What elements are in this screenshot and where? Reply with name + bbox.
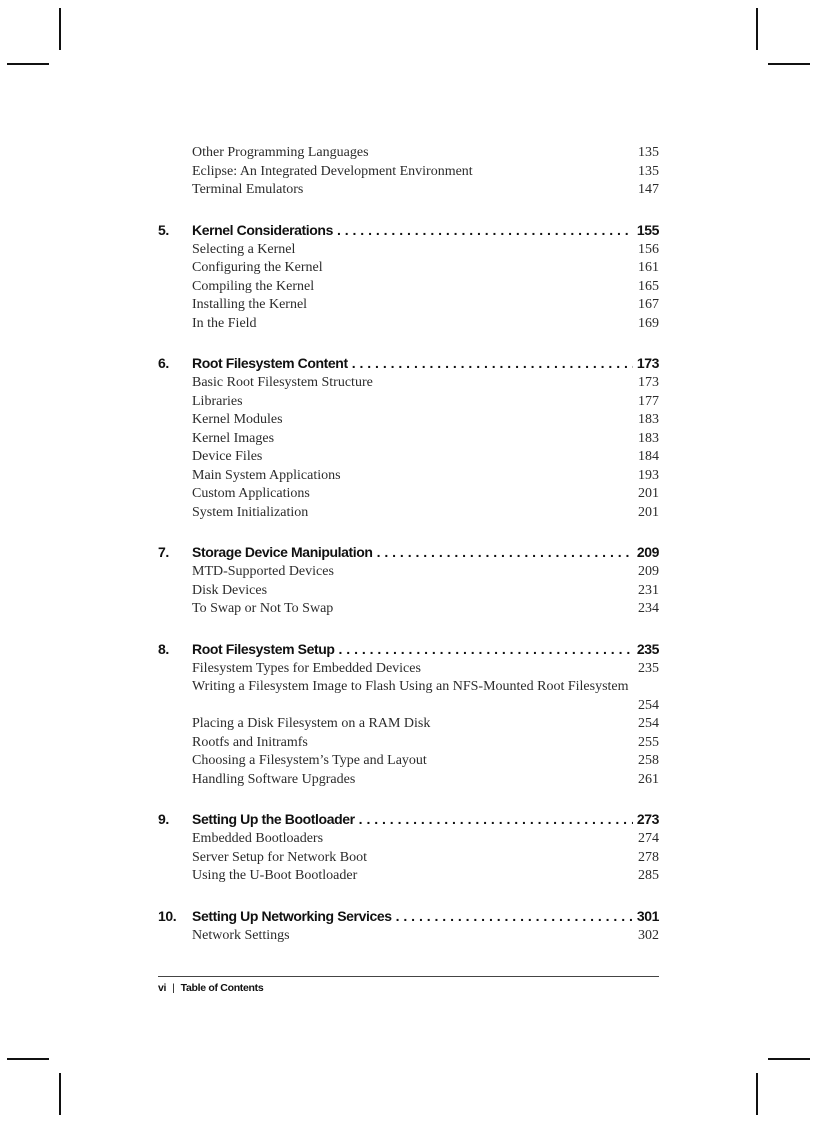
- toc-entry-title: Selecting a Kernel: [192, 241, 296, 257]
- toc-entry[interactable]: [158, 374, 659, 393]
- toc-entry-page: 184: [638, 449, 659, 464]
- toc-entry-page: 169: [638, 315, 659, 331]
- toc-entry[interactable]: [158, 752, 659, 771]
- page-footer: [158, 976, 659, 994]
- crop-mark-bottom-right-vertical: [756, 1073, 758, 1115]
- chapter-number: 6.: [158, 355, 169, 371]
- toc-entry-title: Configuring the Kernel: [192, 260, 323, 275]
- toc-entry[interactable]: [158, 734, 659, 753]
- toc-entry[interactable]: [158, 927, 659, 946]
- toc-entry-title: Filesystem Types for Embedded Devices: [192, 660, 421, 676]
- toc-entry-page: 278: [638, 849, 659, 865]
- toc-entry[interactable]: [158, 393, 659, 412]
- toc-entry[interactable]: [158, 163, 659, 182]
- toc-entry[interactable]: [158, 430, 659, 449]
- chapter: [158, 219, 659, 334]
- toc-entry-page: 274: [638, 831, 659, 846]
- chapter-page: 173: [636, 355, 659, 371]
- footer-section-title: Table of Contents: [180, 982, 264, 994]
- toc-entry-page: 193: [638, 467, 659, 483]
- chapter: [158, 905, 659, 946]
- chapter-number: 9.: [158, 811, 169, 827]
- toc-entry[interactable]: [158, 296, 659, 315]
- toc-entry-page: 177: [638, 393, 659, 409]
- toc-entry[interactable]: [158, 849, 659, 868]
- toc-entry-title: Kernel Images: [192, 430, 275, 446]
- toc-entry[interactable]: [158, 144, 659, 163]
- chapter-page: 273: [636, 811, 659, 827]
- dot-leader: [337, 219, 633, 241]
- toc-entry-page: 201: [638, 504, 659, 520]
- toc-entry[interactable]: [158, 600, 659, 619]
- toc-entry[interactable]: [158, 582, 659, 601]
- toc-entry[interactable]: [158, 563, 659, 582]
- chapter-heading[interactable]: [158, 905, 659, 927]
- chapter-title: Setting Up Networking Services: [192, 907, 392, 924]
- toc-entry-title: Rootfs and Initramfs: [192, 734, 308, 750]
- chapter-page: 155: [636, 221, 659, 238]
- toc-entry-page: 156: [638, 241, 659, 257]
- toc-entry-title: Libraries: [192, 393, 243, 409]
- dot-leader: [359, 808, 633, 830]
- toc-entry-title: Other Programming Languages: [192, 145, 369, 160]
- toc-entry-title: Handling Software Upgrades: [192, 771, 356, 787]
- dot-leader: [339, 638, 633, 660]
- dot-leader: [377, 541, 633, 563]
- toc-entry-title: Using the U-Boot Bootloader: [192, 868, 358, 883]
- toc-entry-title: Eclipse: An Integrated Development Environment: [192, 163, 473, 179]
- toc-entry-title: Disk Devices: [192, 582, 268, 598]
- chapter-list: [158, 219, 659, 946]
- chapter-title: Storage Device Manipulation: [192, 544, 373, 560]
- toc-entry[interactable]: [158, 411, 659, 430]
- chapter: [158, 541, 659, 619]
- chapter-number: 7.: [158, 544, 169, 560]
- toc-entry-page: 254: [638, 716, 659, 731]
- toc-entry-page: 285: [638, 868, 659, 883]
- preceding-entries: [158, 144, 659, 200]
- toc-entry-page: 135: [638, 163, 659, 179]
- chapter-page: 301: [636, 907, 659, 924]
- toc-entry[interactable]: [158, 678, 659, 715]
- toc-entry-page: 173: [638, 375, 659, 390]
- toc-entry-title: Terminal Emulators: [192, 182, 304, 197]
- toc-entry-title: Installing the Kernel: [192, 297, 308, 312]
- toc-entry-page: 234: [638, 601, 659, 616]
- chapter-title: Root Filesystem Setup: [192, 640, 335, 657]
- toc-entry[interactable]: [158, 830, 659, 849]
- toc-entry-title: Basic Root Filesystem Structure: [192, 375, 373, 390]
- toc-entry-page: 261: [638, 771, 659, 787]
- toc-entry-page: 165: [638, 278, 659, 294]
- crop-mark-bottom-left-horizontal: [7, 1058, 49, 1060]
- chapter-number: 10.: [158, 907, 177, 924]
- footer-separator: |: [172, 982, 175, 994]
- toc-entry[interactable]: [158, 660, 659, 679]
- toc-entry-title: Main System Applications: [192, 467, 341, 483]
- crop-mark-top-right-vertical: [756, 8, 758, 50]
- crop-mark-top-right-horizontal: [768, 63, 810, 65]
- toc-entry-title: To Swap or Not To Swap: [192, 601, 334, 616]
- toc-entry-title: Writing a Filesystem Image to Flash Using an NFS-Mounted Root Filesystem: [192, 679, 629, 694]
- chapter-number: 5.: [158, 221, 169, 238]
- chapter-page: 235: [636, 640, 659, 657]
- chapter-number: 8.: [158, 640, 169, 657]
- toc-entry-title: Custom Applications: [192, 486, 310, 501]
- footer-text: [158, 982, 659, 994]
- toc-entry-title: In the Field: [192, 315, 257, 331]
- chapter-heading[interactable]: [158, 808, 659, 830]
- toc-entry-page: 258: [638, 753, 659, 768]
- toc-entry-page: 231: [638, 582, 659, 598]
- toc-entry[interactable]: [158, 278, 659, 297]
- crop-mark-top-left-vertical: [59, 8, 61, 50]
- toc-entry-title: Compiling the Kernel: [192, 278, 315, 294]
- footer-page-number: vi: [158, 982, 167, 994]
- toc-entry[interactable]: [158, 448, 659, 467]
- crop-mark-bottom-right-horizontal: [768, 1058, 810, 1060]
- chapter-page: 209: [636, 544, 659, 560]
- toc-entry-page: 302: [638, 927, 659, 943]
- chapter: [158, 352, 659, 522]
- toc-entry[interactable]: [158, 241, 659, 260]
- toc-entry-page: 183: [638, 412, 659, 427]
- toc-entry-page: 201: [638, 486, 659, 501]
- toc-entry-page: 161: [638, 260, 659, 275]
- dot-leader: [352, 352, 633, 374]
- toc-entry-page: 255: [638, 734, 659, 750]
- toc-entry-title: Network Settings: [192, 927, 290, 943]
- footer-rule: [158, 976, 659, 977]
- toc-entry-page: 135: [638, 145, 659, 160]
- table-of-contents: [158, 144, 659, 945]
- toc-entry-title: Kernel Modules: [192, 412, 283, 427]
- toc-entry[interactable]: [158, 771, 659, 790]
- chapter-heading[interactable]: [158, 541, 659, 563]
- toc-entry[interactable]: [158, 181, 659, 200]
- crop-mark-bottom-left-vertical: [59, 1073, 61, 1115]
- toc-entry-page: 209: [638, 564, 659, 579]
- toc-entry-title: Device Files: [192, 449, 263, 464]
- chapter: [158, 808, 659, 886]
- chapter-title: Root Filesystem Content: [192, 355, 348, 371]
- toc-entry-page: 235: [638, 660, 659, 676]
- toc-entry-title: System Initialization: [192, 504, 309, 520]
- toc-entry-title: MTD-Supported Devices: [192, 564, 334, 579]
- dot-leader: [396, 905, 633, 927]
- chapter-heading[interactable]: [158, 219, 659, 241]
- crop-mark-top-left-horizontal: [7, 63, 49, 65]
- toc-entry-page: 183: [638, 430, 659, 446]
- toc-entry-page: 167: [638, 297, 659, 312]
- toc-entry-title: Server Setup for Network Boot: [192, 849, 367, 865]
- toc-entry[interactable]: [158, 485, 659, 504]
- toc-entry[interactable]: [158, 715, 659, 734]
- toc-entry[interactable]: [158, 259, 659, 278]
- chapter-heading[interactable]: [158, 638, 659, 660]
- toc-entry-title: Choosing a Filesystem’s Type and Layout: [192, 753, 427, 768]
- chapter-heading[interactable]: [158, 352, 659, 374]
- chapter-title: Kernel Considerations: [192, 221, 333, 238]
- toc-entry-page: 147: [638, 182, 659, 197]
- toc-entry[interactable]: [158, 504, 659, 523]
- chapter: [158, 638, 659, 790]
- toc-entry-title: Embedded Bootloaders: [192, 831, 324, 846]
- chapter-title: Setting Up the Bootloader: [192, 811, 355, 827]
- toc-entry-page: 254: [638, 697, 659, 713]
- toc-entry[interactable]: [158, 467, 659, 486]
- toc-entry-title: Placing a Disk Filesystem on a RAM Disk: [192, 716, 431, 731]
- toc-entry[interactable]: [158, 867, 659, 886]
- toc-entry[interactable]: [158, 315, 659, 334]
